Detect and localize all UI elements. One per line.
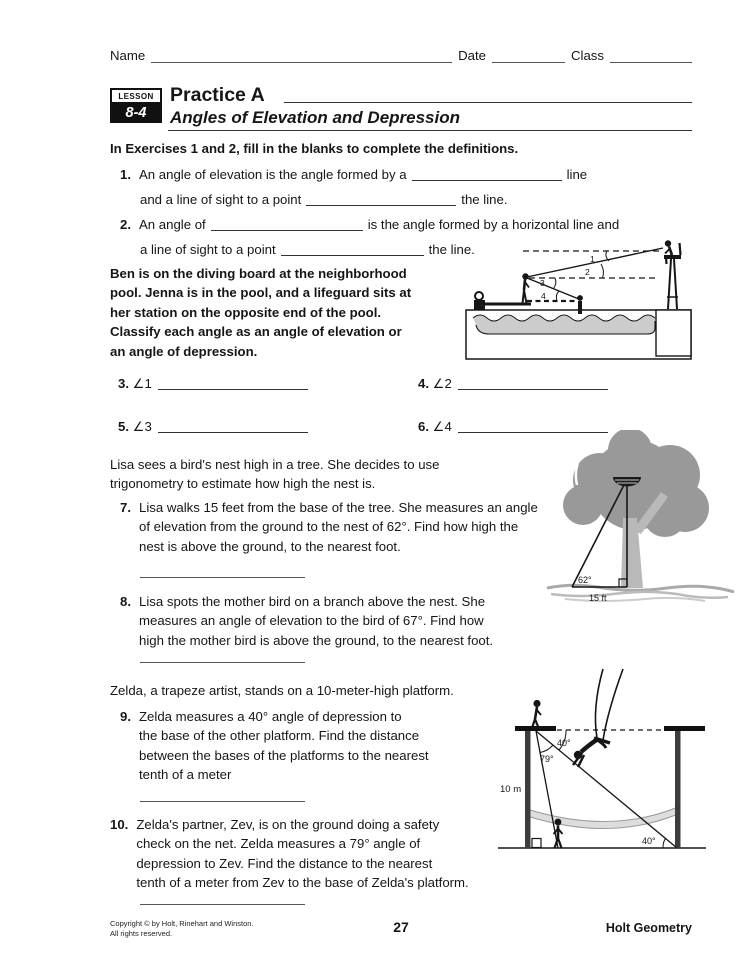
class-label: Class: [571, 48, 604, 63]
q1-text-c: and a line of sight to a point: [140, 192, 302, 207]
right-platform-pole: [675, 729, 681, 848]
zev-figure: [554, 819, 563, 848]
platform-height-label: 10 m: [500, 784, 522, 795]
copyright-notice: Copyright © by Holt, Rinehart and Winston. All rights reserved.: [110, 919, 254, 938]
canopy-highlight-2: [582, 438, 595, 456]
right-angle-mark: [532, 839, 541, 848]
q3-angle-label: ∠1: [132, 376, 152, 391]
q10-answer-blank[interactable]: [140, 904, 305, 905]
sightline-79: [536, 731, 558, 848]
lisa-intro: Lisa sees a bird's nest high in a tree. She decides to use trigonometry to estimate how high the nest is.: [110, 457, 440, 492]
q6-number: 6.: [418, 419, 429, 434]
angle2-label: 2: [585, 267, 590, 277]
q4-angle-label: ∠2: [432, 376, 452, 391]
date-blank[interactable]: [492, 48, 565, 63]
pool-diagram: [463, 237, 698, 368]
angle-arc-79: [540, 745, 553, 753]
ground-angle-label: 40°: [642, 836, 656, 846]
safety-net: [527, 807, 678, 829]
q4-answer-blank[interactable]: [458, 378, 608, 390]
header-row: [110, 48, 692, 63]
lesson-badge-number: 8-4: [110, 104, 162, 123]
question-10: 10. Zelda's partner, Zev, is on the ground doing a safety check on the net. Zelda measures a 79° angle of depression to Zev. Find the distance to the nearest tenth of a meter from Zev to the base of Zelda's platform.: [110, 815, 469, 893]
angle3-label: 3: [540, 278, 545, 288]
q2-text-a: An angle of: [139, 217, 206, 232]
question-4: [418, 374, 613, 393]
angle1-label: 1: [590, 254, 595, 264]
q2-number: 2.: [120, 217, 131, 232]
book-title: Holt Geometry: [605, 921, 692, 935]
lesson-badge: [110, 88, 162, 123]
practice-title: Practice A: [170, 84, 265, 106]
ground-angle-arc: [663, 838, 666, 848]
q7-number: 7.: [120, 500, 131, 515]
q2-text-d: the line.: [428, 242, 475, 257]
q5-number: 5.: [118, 419, 129, 434]
q9-number: 9.: [120, 709, 131, 724]
q7-answer-blank[interactable]: [140, 577, 305, 578]
q1-number: 1.: [120, 167, 131, 182]
q10-number: 10.: [110, 817, 129, 832]
diving-board-stand: [474, 300, 485, 310]
q2-text-c: a line of sight to a point: [140, 242, 276, 257]
zelda-intro: Zelda, a trapeze artist, stands on a 10-meter-high platform.: [110, 683, 454, 698]
q1-text-a: An angle of elevation is the angle formed by a: [139, 167, 407, 182]
left-platform: [515, 726, 556, 731]
depression-angle-label: 40°: [557, 738, 571, 748]
q1-text-b: line: [566, 167, 588, 182]
question-8: 8. Lisa spots the mother bird on a branch above the nest. She measures an angle of elevation to the bird of 67°. Find how high the mother bird is above the ground, to the nearest foot.: [120, 592, 493, 650]
q5-angle-label: ∠3: [132, 419, 152, 434]
q9-answer-blank[interactable]: [140, 801, 305, 802]
date-label: Date: [458, 48, 487, 63]
tree-diagram: [545, 430, 736, 610]
page-number: 27: [393, 919, 409, 935]
q1-blank-1[interactable]: [412, 169, 562, 181]
q8-number: 8.: [120, 594, 131, 609]
name-label: Name: [110, 48, 146, 63]
question-1: [120, 165, 587, 215]
angle2-arc: [601, 264, 603, 278]
ground-scribble-3: [565, 598, 705, 601]
left-platform-pole: [525, 729, 531, 848]
q6-angle-label: ∠4: [432, 419, 452, 434]
title-rule: [284, 102, 692, 103]
lesson-title: Angles of Elevation and Depression: [170, 108, 461, 127]
angle4-arc: [556, 291, 559, 301]
q2-text-b: is the angle formed by a horizontal line and: [367, 217, 620, 232]
angle4-label: 4: [541, 291, 546, 301]
class-blank[interactable]: [610, 48, 692, 63]
diving-board-wheel: [475, 292, 483, 300]
ben-figure: [522, 273, 529, 303]
lifeguard-pedestal: [656, 310, 691, 356]
angle3-arc: [553, 278, 556, 289]
trapeze-rope-2: [603, 669, 623, 740]
q2-blank-1[interactable]: [211, 219, 363, 231]
zelda-figure: [533, 700, 542, 727]
trapeze-diagram: [494, 668, 736, 888]
lesson-badge-word: LESSON: [110, 88, 162, 104]
q1-text-d: the line.: [461, 192, 508, 207]
question-5: [118, 417, 313, 436]
ground-scribble-2: [551, 592, 728, 598]
q8-answer-blank[interactable]: [140, 662, 305, 663]
question-3: [118, 374, 313, 393]
trapeze-artist-figure: [573, 739, 607, 767]
q4-number: 4.: [418, 376, 429, 391]
zev-angle-label: 79°: [540, 754, 554, 764]
q2-blank-2[interactable]: [281, 244, 424, 256]
trapeze-rope-1: [595, 669, 603, 738]
elevation-angle-label: 62°: [578, 575, 592, 585]
name-blank[interactable]: [151, 48, 452, 63]
right-platform: [664, 726, 705, 731]
question-7: 7. Lisa walks 15 feet from the base of the tree. She measures an angle of elevation from the ground to the nest of 62°. Find how high the nest is above the ground, to the nearest foot.: [120, 498, 538, 556]
instructions: In Exercises 1 and 2, fill in the blanks to complete the definitions.: [110, 141, 519, 156]
question-9: 9. Zelda measures a 40° angle of depression to the base of the other platform. Find the distance between the bases of the platforms to the nearest tenth of a meter: [120, 707, 429, 785]
subtitle-rule: [168, 130, 692, 131]
q3-number: 3.: [118, 376, 129, 391]
q3-answer-blank[interactable]: [158, 378, 308, 390]
lifeguard-ben-sightline: [527, 248, 663, 277]
q5-answer-blank[interactable]: [158, 421, 308, 433]
pool-scenario: Ben is on the diving board at the neighborhood pool. Jenna is in the pool, and a lifeguard sits at her station on the opposite end of the pool. Classify each angle as an angle of elevation or an angle of depression.: [110, 266, 412, 359]
q1-blank-2[interactable]: [306, 194, 456, 206]
base-distance-label: 15 ft: [589, 593, 607, 603]
